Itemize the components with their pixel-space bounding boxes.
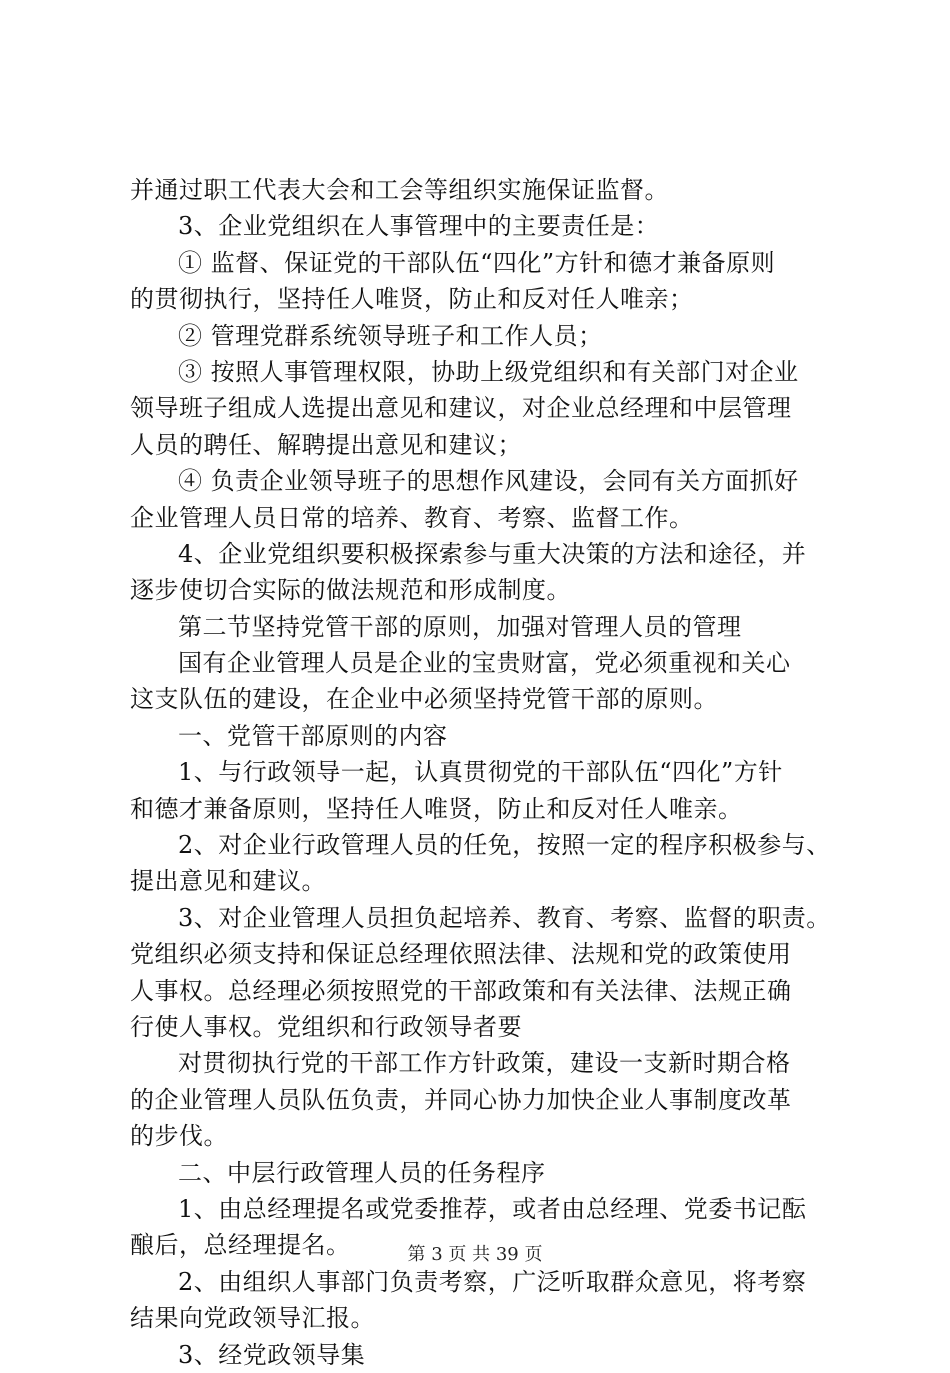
text-line: 企业管理人员日常的培养、教育、考察、监督工作。 — [130, 503, 694, 532]
text-line: 1、与行政领导一起，认真贯彻党的干部队伍“四化”方针 — [178, 758, 783, 787]
text-line: 提出意见和建议。 — [130, 867, 326, 896]
text-line: 逐步使切合实际的做法规范和形成制度。 — [130, 576, 571, 605]
text-line: 3、经党政领导集 — [178, 1340, 366, 1369]
text-line: ① 监督、保证党的干部队伍“四化”方针和德才兼备原则 — [178, 248, 776, 277]
text-line: 一、党管干部原则的内容 — [178, 721, 448, 750]
text-line: ④ 负责企业领导班子的思想作风建设，会同有关方面抓好 — [178, 467, 799, 496]
text-line: ③ 按照人事管理权限，协助上级党组织和有关部门对企业 — [178, 357, 799, 386]
text-line: ② 管理党群系统领导班子和工作人员； — [178, 321, 603, 350]
text-line: 4、企业党组织要积极探索参与重大决策的方法和途径，并 — [178, 539, 807, 568]
text-line: 3、对企业管理人员担负起培养、教育、考察、监督的职责。 — [178, 903, 831, 932]
text-line: 并通过职工代表大会和工会等组织实施保证监督。 — [130, 176, 669, 204]
text-line: 第二节坚持党管干部的原则，加强对管理人员的管理 — [178, 612, 742, 641]
text-line: 酿后，总经理提名。 — [130, 1231, 351, 1260]
text-line: 领导班子组成人选提出意见和建议，对企业总经理和中层管理 — [130, 394, 792, 423]
text-line: 2、对企业行政管理人员的任免，按照一定的程序积极参与、 — [178, 831, 831, 860]
text-line: 人事权。总经理必须按照党的干部政策和有关法律、法规正确 — [130, 976, 792, 1005]
text-line: 行使人事权。党组织和行政领导者要 — [130, 1012, 522, 1041]
text-line: 1、由总经理提名或党委推荐，或者由总经理、党委书记酝 — [178, 1194, 807, 1223]
text-line: 2、由组织人事部门负责考察，广泛听取群众意见，将考察 — [178, 1267, 807, 1296]
page-footer: 第 3 页 共 39 页 — [407, 1244, 543, 1265]
text-line: 的企业管理人员队伍负责，并同心协力加快企业人事制度改革 — [130, 1085, 792, 1114]
text-line: 的贯彻执行，坚持任人唯贤，防止和反对任人唯亲； — [130, 285, 694, 314]
text-line: 这支队伍的建设，在企业中必须坚持党管干部的原则。 — [130, 685, 718, 714]
text-line: 结果向党政领导汇报。 — [130, 1304, 375, 1333]
text-line: 国有企业管理人员是企业的宝贵财富，党必须重视和关心 — [178, 649, 791, 678]
text-line: 党组织必须支持和保证总经理依照法律、法规和党的政策使用 — [130, 940, 792, 969]
text-line: 人员的聘任、解聘提出意见和建议； — [130, 430, 522, 459]
text-line: 和德才兼备原则，坚持任人唯贤，防止和反对任人唯亲。 — [130, 794, 743, 823]
text-line: 对贯彻执行党的干部工作方针政策，建设一支新时期合格 — [178, 1049, 791, 1078]
text-line: 的步伐。 — [130, 1122, 228, 1151]
text-line: 3、企业党组织在人事管理中的主要责任是： — [178, 212, 660, 241]
document-body — [130, 172, 836, 1373]
text-line: 二、中层行政管理人员的任务程序 — [178, 1158, 546, 1187]
